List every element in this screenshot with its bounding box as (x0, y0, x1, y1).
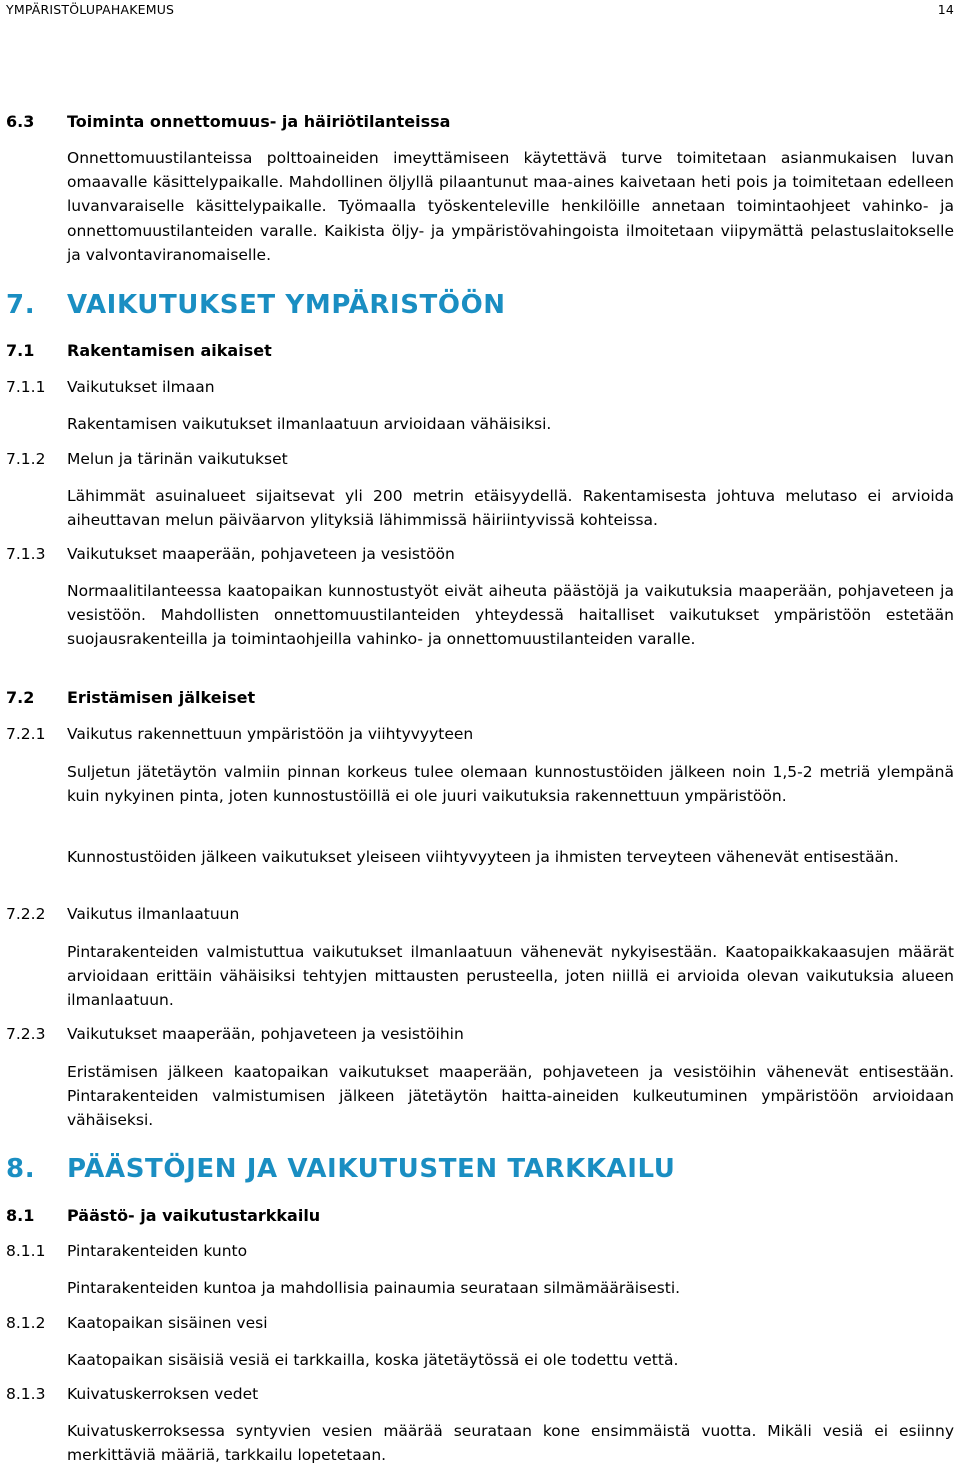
heading-number: 7.2.2 (6, 905, 46, 923)
heading-number: 7.1.1 (6, 378, 46, 396)
heading-title: PÄÄSTÖJEN JA VAIKUTUSTEN TARKKAILU (67, 1154, 676, 1184)
heading-title: Eristämisen jälkeiset (67, 688, 256, 707)
heading-number: 8. (6, 1154, 36, 1184)
heading-title: Vaikutukset ilmaan (67, 378, 215, 396)
paragraph-7-2-1-b: Kunnostustöiden jälkeen vaikutukset yleiseen viihtyvyyteen ja ihmisten terveyteen vähenevät entisestään. (67, 848, 899, 866)
heading-7-2-1 (6, 725, 473, 743)
heading-7-2-2 (6, 905, 239, 923)
heading-title: Rakentamisen aikaiset (67, 341, 272, 360)
heading-number: 7.2.3 (6, 1025, 46, 1043)
paragraph-7-1-1: Rakentamisen vaikutukset ilmanlaatuun arvioidaan vähäisiksi. (67, 415, 552, 433)
heading-7-1-2 (6, 450, 288, 468)
heading-title: Päästö- ja vaikutustarkkailu (67, 1206, 321, 1225)
heading-number: 6.3 (6, 112, 35, 131)
heading-title: Kuivatuskerroksen vedet (67, 1385, 259, 1403)
heading-title: Vaikutus ilmanlaatuun (67, 905, 240, 923)
running-header (6, 2, 954, 17)
heading-8-1-3 (6, 1385, 258, 1403)
paragraph-7-2-1: Suljetun jätetäytön valmiin pinnan korkeus tulee olemaan kunnostustöiden jälkeen noin 1,5-2 metriä ylempänä kuin nykyinen pinta, joten kunnostustöillä ei ole juuri vaikutuksia rakennettuun ympäristöön. (67, 763, 954, 806)
heading-number: 8.1.1 (6, 1242, 46, 1260)
heading-title: Toiminta onnettomuus- ja häiriötilanteissa (67, 112, 451, 131)
heading-6-3 (6, 112, 450, 131)
paragraph-7-1-3: Normaalitilanteessa kaatopaikan kunnostustyöt eivät aiheuta päästöjä ja vaikutuksia maaperään, pohjaveteen ja vesistöön. Mahdollisten onnettomuustilanteiden yhteydessä haitalliset vaikutukset ympäristöön estetään suojausrakenteilla ja toimintaohjeilla vahinko- ja onnettomuustilanteiden varalle. (67, 582, 954, 649)
heading-7-1-1 (6, 378, 215, 396)
heading-title: Pintarakenteiden kunto (67, 1242, 248, 1260)
heading-7-2-3 (6, 1025, 464, 1043)
heading-7 (6, 290, 506, 320)
heading-title: Melun ja tärinän vaikutukset (67, 450, 288, 468)
heading-title: Kaatopaikan sisäinen vesi (67, 1314, 268, 1332)
heading-title: Vaikutus rakennettuun ympäristöön ja viihtyvyyteen (67, 725, 474, 743)
heading-number: 7.2 (6, 688, 35, 707)
heading-number: 8.1 (6, 1206, 35, 1225)
document-title: YMPÄRISTÖLUPAHAKEMUS (6, 2, 175, 17)
page-number: 14 (937, 2, 954, 17)
heading-7-1-3 (6, 545, 455, 563)
paragraph-7-2-2: Pintarakenteiden valmistuttua vaikutukset ilmanlaatuun vähenevät nykyisestään. Kaatopaikkakaasujen määrät arvioidaan erittäin vähäisiksi tehtyjen mittausten perusteella, joten niillä ei arvioida olevan vaikutuksia alueen ilmanlaatuun. (67, 943, 954, 1010)
heading-title: Vaikutukset maaperään, pohjaveteen ja vesistöön (67, 545, 455, 563)
paragraph-8-1-2: Kaatopaikan sisäisiä vesiä ei tarkkailla, koska jätetäytössä ei ole todettu vettä. (67, 1351, 679, 1369)
heading-number: 7.1.3 (6, 545, 46, 563)
paragraph-6-3: Onnettomuustilanteissa polttoaineiden imeyttämiseen käytettävä turve toimitetaan asianmukaisen luvan omaavalle käsittelypaikalle. Mahdollinen öljyllä pilaantunut maa-aines kaivetaan heti pois ja toimitetaan edelleen luvanvaraiselle käsittelypaikalle. Työmaalla työskenteleville henkilöille annetaan toimintaohjeet vahinko- ja onnettomuustilanteiden varalle. Kaikista öljy- ja ympäristövahingoista ilmoitetaan viipymättä pelastuslaitokselle ja valvontaviranomaiselle. (67, 149, 954, 264)
heading-number: 7.2.1 (6, 725, 46, 743)
paragraph-8-1-3: Kuivatuskerroksessa syntyvien vesien määrää seurataan kone ensimmäistä vuotta. Mikäli vesiä ei esiinny merkittäviä määriä, tarkkailu lopetetaan. (67, 1422, 954, 1465)
heading-8-1 (6, 1206, 320, 1225)
paragraph-7-1-2: Lähimmät asuinalueet sijaitsevat yli 200 metrin etäisyydellä. Rakentamisesta johtuva melutaso ei arvioida aiheuttavan melun päiväarvon ylityksiä lähimmissä häiriintyvissä kohteissa. (67, 487, 954, 530)
heading-number: 8.1.3 (6, 1385, 46, 1403)
heading-number: 7. (6, 290, 36, 320)
heading-8-1-1 (6, 1242, 247, 1260)
heading-7-1 (6, 341, 272, 360)
heading-number: 8.1.2 (6, 1314, 46, 1332)
paragraph-7-2-3: Eristämisen jälkeen kaatopaikan vaikutukset maaperään, pohjaveteen ja vesistöihin vähenevät entisestään. Pintarakenteiden valmistumisen jälkeen jätetäytön haitta-aineiden kulkeutuminen ympäristöön arvioidaan vähäiseksi. (67, 1063, 954, 1130)
heading-title: VAIKUTUKSET YMPÄRISTÖÖN (67, 290, 506, 320)
heading-7-2 (6, 688, 255, 707)
heading-title: Vaikutukset maaperään, pohjaveteen ja vesistöihin (67, 1025, 464, 1043)
heading-8 (6, 1154, 676, 1184)
heading-number: 7.1 (6, 341, 35, 360)
heading-8-1-2 (6, 1314, 268, 1332)
paragraph-8-1-1: Pintarakenteiden kuntoa ja mahdollisia painaumia seurataan silmämääräisesti. (67, 1279, 681, 1297)
heading-number: 7.1.2 (6, 450, 46, 468)
